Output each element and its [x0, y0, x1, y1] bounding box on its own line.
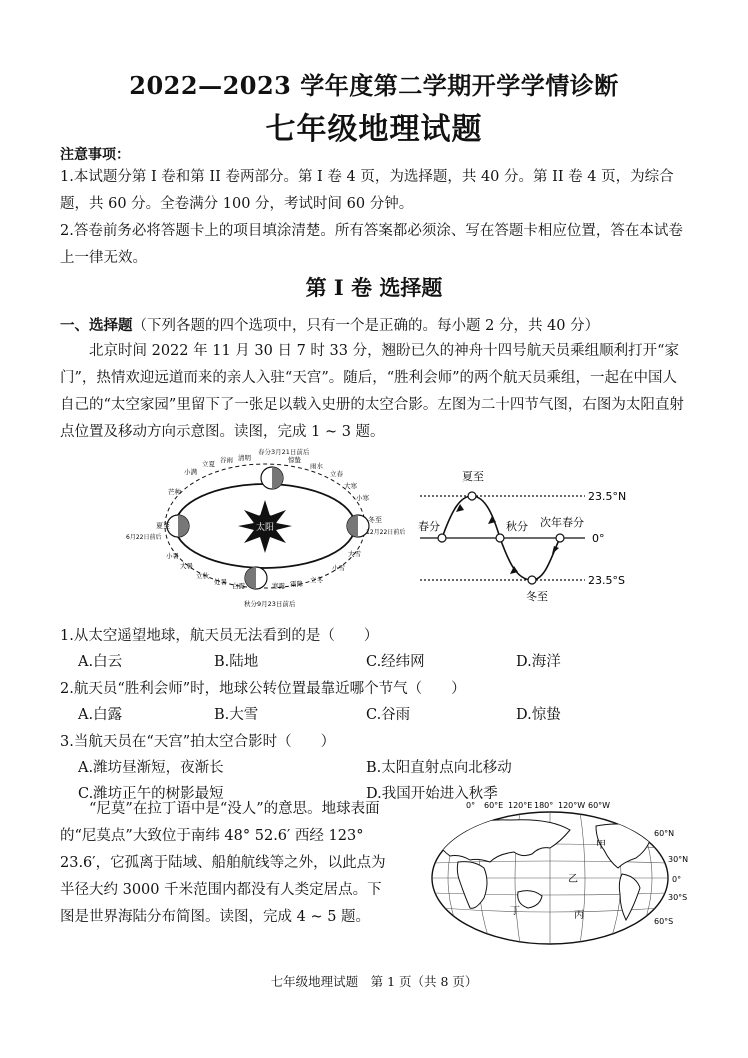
term-dongzhi: 冬至	[368, 516, 382, 524]
q2-option-a: A.白露	[78, 707, 123, 723]
term-dashu: 大暑	[180, 562, 193, 570]
term-dongzhi-date: 12月22日前后	[366, 529, 406, 536]
lon-label-120w: 120°W	[558, 801, 586, 810]
q1-option-b: B.陆地	[214, 654, 259, 670]
term-qiufen: 秋分9月23日前后	[244, 600, 296, 608]
term-mangzhong: 芒种	[168, 488, 181, 496]
intro-text: （下列各题的四个选项中，只有一个是正确的。每小题 2 分，共 40 分）	[132, 318, 600, 334]
term-yushui: 雨水	[310, 462, 323, 470]
sun-label: 太阳	[255, 523, 275, 533]
q1-option-c: C.经纬网	[366, 654, 425, 670]
earth-spring-shade	[272, 467, 283, 489]
place-yi: 乙	[568, 874, 578, 885]
term-lixia: 立夏	[202, 460, 215, 468]
arrow-4	[552, 546, 559, 554]
term-chunfen: 春分3月21日前后	[258, 448, 310, 456]
tropic-north-label: 23.5°N	[588, 490, 627, 503]
term-chushu: 处暑	[214, 578, 227, 586]
reading-passage-2	[60, 796, 388, 931]
figures-row	[126, 438, 690, 614]
svg-text:春分3月21日前后	[258, 447, 310, 456]
question-2-stem: 2.航天员“胜利会师”时，地球公转位置最靠近哪个节气（ ）	[60, 681, 466, 697]
intro-label: 一、选择题	[60, 317, 133, 334]
q2-option-c: C.谷雨	[366, 707, 411, 723]
equator-label: 0°	[592, 532, 605, 545]
page-footer: 七年级地理试题 第 1 页（共 8 页）	[270, 974, 478, 989]
term-xiaoman: 小满	[184, 468, 197, 476]
question-group-intro	[60, 314, 599, 335]
term-guyu: 谷雨	[220, 456, 233, 464]
sun-spring-icon	[438, 534, 446, 542]
sun-autumn-icon	[496, 534, 504, 542]
q1-option-d: D.海洋	[516, 654, 561, 670]
term-xiazhi-date: 6月22日前后	[126, 534, 162, 541]
lat-label-30n: 30°N	[668, 855, 689, 864]
sun-winter-icon	[528, 576, 536, 584]
label-winter: 冬至	[526, 590, 548, 603]
term-lidong: 立冬	[310, 576, 323, 584]
exam-title-line1: 2022—2023 学年度第二学期开学学情诊断	[129, 71, 619, 100]
direct-sun-point-figure	[418, 470, 626, 603]
reading-passage-1: 北京时间 2022 年 11 月 30 日 7 时 33 分，翘盼已久的神舟十四号航天员乘组顺利打开“家门”，热情欢迎远道而来的亲人入驻“天宫”。随后，“胜利会师”的两个航天员乘组，一起在中国人自己的“太空家园”里留下了一张足以载入史册的太空合影。左图为二十四节气图，右图为太阳直射点位置及移动方向示意图。读图，完成 1 ~ 3 题。	[60, 343, 684, 440]
term-xiaohan: 小寒	[356, 494, 369, 502]
tropic-south-label: 23.5°S	[588, 574, 625, 587]
label-autumn: 秋分	[506, 520, 528, 533]
world-map-figure	[400, 796, 700, 956]
place-ding: 丁	[510, 906, 520, 917]
passage2-text: “尼莫”在拉丁语中是“没人”的意思。地球表面的“尼莫点”大致位于南纬 48° 52.6′ 西经 123° 23.6′，它孤离于陆域、船舶航线等之外，以此点为半径大约 3000 千米范围内都没有人类定居点。下图是世界海陆分布简图。读图，完成 4 ~ 5 题。	[60, 801, 386, 925]
lat-label-60n: 60°N	[654, 829, 675, 838]
q3-option-b: B.太阳直射点向北移动	[366, 760, 512, 776]
term-qingming: 清明	[238, 454, 251, 462]
term-xiazhi: 夏至	[156, 522, 170, 530]
lon-label-120e: 120°E	[508, 801, 533, 810]
label-summer: 夏至	[462, 470, 484, 483]
question-1-stem: 1.从太空遥望地球，航天员无法看到的是（ ）	[60, 628, 379, 644]
sun-next-spring-icon	[556, 534, 564, 542]
label-spring: 春分	[418, 520, 440, 533]
term-xiaoxue: 小雪	[332, 564, 345, 572]
lat-label-60s: 60°S	[654, 917, 674, 926]
label-next-spring: 次年春分	[540, 516, 584, 529]
q3-option-d: D.我国开始进入秋季	[366, 786, 498, 802]
term-hanlu: 寒露	[272, 582, 285, 590]
lon-label-0: 0°	[466, 801, 476, 810]
term-xiaoshu: 小暑	[166, 552, 179, 560]
q2-option-d: D.惊蛰	[516, 707, 561, 723]
term-liqiu: 立秋	[196, 572, 209, 580]
q3-option-a: A.潍坊昼渐短，夜渐长	[78, 760, 224, 776]
place-jia: 甲	[596, 840, 606, 851]
lat-label-30s: 30°S	[668, 893, 688, 902]
lat-label-0: 0°	[672, 875, 682, 884]
question-3-stem: 3.当航天员在“天宫”拍太空合影时（ ）	[60, 734, 336, 750]
term-jingzhe: 惊蛰	[288, 456, 301, 464]
q2-option-b: B.大雪	[214, 707, 259, 723]
place-bing: 丙	[574, 910, 584, 921]
lon-label-60e: 60°E	[484, 801, 504, 810]
sun-summer-icon	[468, 492, 476, 500]
q1-option-a: A.白云	[78, 654, 123, 670]
exam-title-line2: 七年级地理试题	[265, 112, 483, 147]
solar-terms-figure	[126, 447, 405, 608]
term-shuangjiang: 霜降	[290, 580, 303, 588]
note-item-1: 1.本试题分第 I 卷和第 II 卷两部分。第 I 卷 4 页，为选择题，共 40 分。第 II 卷 4 页，为综合题，共 60 分。全卷满分 100 分，考试时间 60 分钟。	[60, 169, 674, 212]
lon-label-60w: 60°W	[588, 801, 611, 810]
term-bailu: 白露	[232, 582, 245, 590]
term-dahan: 大寒	[344, 482, 357, 490]
term-lichun: 立春	[330, 470, 343, 478]
term-daxue: 大雪	[348, 550, 361, 558]
q3-option-c: C.潍坊正午的树影最短	[78, 786, 224, 802]
notes-heading: 注意事项：	[60, 147, 130, 163]
lon-label-180: 180°	[534, 801, 554, 810]
section-title: 第 I 卷 选择题	[305, 275, 443, 300]
note-item-2: 2.答卷前务必将答题卡上的项目填涂清楚。所有答案都必须涂、写在答题卡相应位置，答在本试卷上一律无效。	[60, 223, 683, 266]
